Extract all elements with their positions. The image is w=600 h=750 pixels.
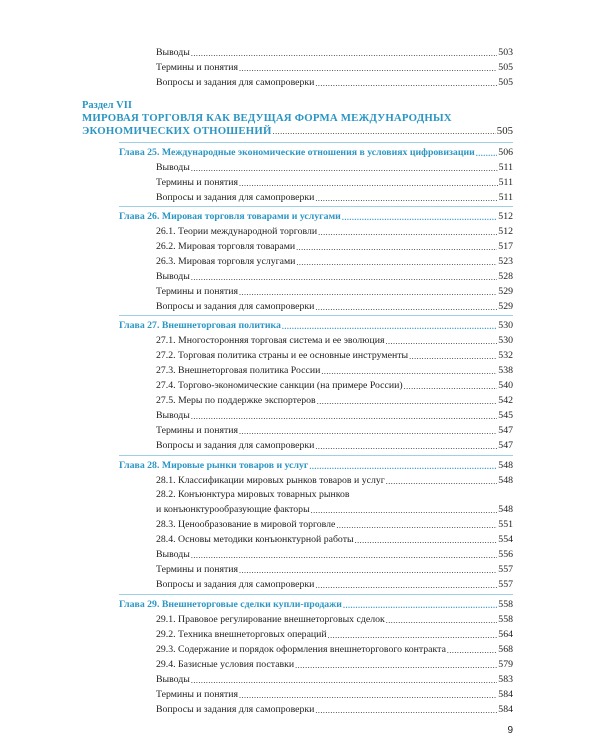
section-page: 505 [496, 125, 513, 137]
toc-entry-title: 28.3. Ценообразование в мировой торговле [156, 519, 336, 530]
dot-leader [385, 336, 497, 347]
dot-leader [386, 615, 498, 626]
toc-entry[interactable] [156, 394, 513, 407]
toc-entry-title: Термины и понятия [156, 564, 239, 575]
toc-entry[interactable] [156, 334, 513, 347]
chapter-rule [119, 455, 513, 456]
toc-entry-title: Вопросы и задания для самопроверки [156, 704, 315, 715]
dot-leader [273, 126, 496, 137]
toc-entry-title: Выводы [156, 162, 190, 173]
toc-entry-page: 523 [498, 256, 513, 267]
toc-entry-page: 579 [498, 659, 513, 670]
toc-entry[interactable] [156, 61, 513, 74]
toc-entry-page: 556 [498, 549, 513, 560]
toc-entry-title: 26.1. Теории международной торговли [156, 226, 318, 237]
toc-entry-page: 551 [498, 519, 513, 530]
toc-entry-page: 529 [498, 301, 513, 312]
toc-entry-page: 532 [498, 350, 513, 361]
toc-entry-page: 568 [498, 644, 513, 655]
toc-entry-title: Вопросы и задания для самопроверки [156, 192, 315, 203]
toc-entry-title: Вопросы и задания для самопроверки [156, 77, 315, 88]
toc-entry[interactable] [156, 703, 513, 716]
toc-entry[interactable] [156, 563, 513, 576]
toc-entry-page: 529 [498, 286, 513, 297]
section-title: МИРОВАЯ ТОРГОВЛЯ КАК ВЕДУЩАЯ ФОРМА МЕЖДУНАРОДНЫХ [82, 112, 452, 124]
toc-entry-title: 29.4. Базисные условия поставки [156, 659, 295, 670]
toc-entry[interactable] [156, 46, 513, 59]
toc-entry[interactable] [156, 548, 513, 561]
toc-entry[interactable] [156, 161, 513, 174]
toc-entry[interactable] [156, 349, 513, 362]
dot-leader [295, 660, 497, 671]
dot-leader [239, 63, 497, 74]
dot-leader [191, 550, 497, 561]
toc-entry-page: 547 [498, 440, 513, 451]
toc-entry-title: и конъюнктурообразующие факторы [156, 504, 310, 515]
toc-entry[interactable] [156, 688, 513, 701]
chapter-25-entry[interactable] [119, 146, 513, 159]
toc-entry[interactable] [156, 439, 513, 452]
chapter-title: Глава 25. Международные экономические отношения в условиях цифровизации [119, 147, 475, 158]
toc-entry-page: 503 [498, 47, 513, 58]
toc-entry[interactable] [156, 379, 513, 392]
dot-leader [321, 366, 497, 377]
dot-leader [311, 505, 498, 516]
toc-entry[interactable] [156, 76, 513, 89]
toc-entry[interactable] [156, 364, 513, 377]
toc-entry[interactable] [156, 176, 513, 189]
toc-entry-title-line[interactable]: 28.2. Конъюнктура мировых товарных рынков [156, 489, 350, 500]
toc-entry[interactable] [156, 285, 513, 298]
dot-leader [309, 461, 497, 472]
toc-entry-title: Вопросы и задания для самопроверки [156, 301, 315, 312]
toc-entry[interactable] [156, 270, 513, 283]
toc-entry-page: 530 [498, 335, 513, 346]
toc-entry-title: 26.3. Мировая торговля услугами [156, 256, 296, 267]
toc-entry-page: 558 [498, 614, 513, 625]
toc-entry-page: 545 [498, 410, 513, 421]
toc-entry-title: 29.2. Техника внешнеторговых операций [156, 629, 327, 640]
toc-entry-title: Термины и понятия [156, 62, 239, 73]
chapter-27-entry[interactable] [119, 319, 513, 332]
toc-entry-title: Вопросы и задания для самопроверки [156, 579, 315, 590]
section-label: Раздел VII [82, 100, 132, 111]
dot-leader [315, 580, 497, 591]
chapter-title: Глава 26. Мировая торговля товарами и услугами [119, 211, 341, 222]
toc-entry[interactable] [156, 225, 513, 238]
dot-leader [282, 321, 497, 332]
dot-leader [191, 272, 497, 283]
dot-leader [239, 426, 497, 437]
toc-entry-title: 29.3. Содержание и порядок оформления внешнеторгового контракта [156, 644, 446, 655]
dot-leader [336, 520, 497, 531]
chapter-29-entry[interactable] [119, 598, 513, 611]
toc-entry-page: 557 [498, 579, 513, 590]
toc-entry-title: 26.2. Мировая торговля товарами [156, 241, 296, 252]
dot-leader [191, 163, 498, 174]
toc-entry-page: 542 [498, 395, 513, 406]
dot-leader [386, 476, 498, 487]
dot-leader [409, 351, 497, 362]
dot-leader [239, 565, 497, 576]
dot-leader [476, 148, 498, 159]
toc-entry-page: 511 [498, 177, 513, 188]
dot-leader [315, 78, 497, 89]
page-number: 9 [507, 725, 513, 736]
toc-entry-title: 28.1. Классификации мировых рынков товаров и услуг [156, 475, 385, 486]
dot-leader [343, 600, 497, 611]
toc-entry[interactable] [156, 643, 513, 656]
toc-entry[interactable] [156, 191, 513, 204]
toc-entry-title: 27.5. Меры по поддержке экспортеров [156, 395, 316, 406]
toc-entry-title: Термины и понятия [156, 286, 239, 297]
section-title-line2: ЭКОНОМИЧЕСКИХ ОТНОШЕНИЙ [82, 125, 272, 137]
chapter-title: Глава 29. Внешнеторговые сделки купли-продажи [119, 599, 342, 610]
toc-entry[interactable] [156, 424, 513, 437]
dot-leader [239, 690, 497, 701]
toc-entry-page: 564 [498, 629, 513, 640]
toc-entry-page: 584 [498, 704, 513, 715]
toc-entry-page: 505 [498, 62, 513, 73]
chapter-page: 558 [498, 599, 513, 610]
dot-leader [191, 675, 497, 686]
chapter-26-entry[interactable] [119, 210, 513, 223]
toc-entry-page: 517 [498, 241, 513, 252]
dot-leader [239, 287, 497, 298]
dot-leader [404, 381, 498, 392]
toc-entry-page: 547 [498, 425, 513, 436]
toc-entry-page: 538 [498, 365, 513, 376]
chapter-title: Глава 27. Внешнеторговая политика [119, 320, 281, 331]
toc-entry-page: 584 [498, 689, 513, 700]
chapter-rule [119, 206, 513, 207]
toc-entry-title: 28.4. Основы методики конъюнктурной работы [156, 534, 354, 545]
toc-entry-page: 528 [498, 271, 513, 282]
dot-leader [191, 48, 497, 59]
toc-entry-page: 557 [498, 564, 513, 575]
toc-entry[interactable] [156, 578, 513, 591]
dot-leader [296, 257, 497, 268]
section-entry[interactable] [82, 124, 513, 137]
chapter-rule [119, 142, 513, 143]
toc-entry[interactable] [156, 673, 513, 686]
toc-entry-title: Выводы [156, 410, 190, 421]
toc-entry[interactable] [156, 300, 513, 313]
dot-leader [328, 630, 498, 641]
toc-entry-page: 511 [498, 192, 513, 203]
toc-entry-page: 548 [498, 475, 513, 486]
toc-entry-title: Выводы [156, 47, 190, 58]
toc-entry[interactable] [156, 613, 513, 626]
dot-leader [296, 242, 497, 253]
chapter-page: 506 [498, 147, 513, 158]
toc-entry-page: 583 [498, 674, 513, 685]
toc-entry-title: Выводы [156, 549, 190, 560]
toc-entry-page: 511 [498, 162, 513, 173]
toc-entry-title: Термины и понятия [156, 177, 239, 188]
toc-entry-page: 548 [498, 504, 513, 515]
toc-entry-title: 29.1. Правовое регулирование внешнеторговых сделок [156, 614, 385, 625]
dot-leader [355, 535, 498, 546]
toc-entry[interactable] [156, 240, 513, 253]
toc-entry-title: Выводы [156, 271, 190, 282]
toc-entry-page: 505 [498, 77, 513, 88]
toc-entry-title: 27.1. Многосторонняя торговая система и ее эволюция [156, 335, 385, 346]
chapter-page: 530 [498, 320, 513, 331]
toc-entry[interactable] [156, 628, 513, 641]
toc-entry-title: Выводы [156, 674, 190, 685]
toc-entry[interactable] [156, 518, 513, 531]
dot-leader [191, 411, 497, 422]
chapter-page: 512 [498, 211, 513, 222]
toc-entry-page: 540 [498, 380, 513, 391]
toc-entry-title: 27.3. Внешнеторговая политика России [156, 365, 321, 376]
chapter-title: Глава 28. Мировые рынки товаров и услуг [119, 460, 309, 471]
toc-entry[interactable] [156, 503, 513, 516]
toc-entry-page: 554 [498, 534, 513, 545]
chapter-28-entry[interactable] [119, 459, 513, 472]
dot-leader [447, 645, 497, 656]
toc-entry[interactable] [156, 474, 513, 487]
toc-entry[interactable] [156, 533, 513, 546]
dot-leader [315, 705, 497, 716]
toc-entry-title: 27.2. Торговая политика страны и ее основные инструменты [156, 350, 409, 361]
dot-leader [239, 178, 498, 189]
dot-leader [318, 227, 497, 238]
dot-leader [315, 193, 497, 204]
toc-entry-page: 512 [498, 226, 513, 237]
dot-leader [317, 396, 498, 407]
chapter-page: 548 [498, 460, 513, 471]
chapter-rule [119, 594, 513, 595]
chapter-rule [119, 315, 513, 316]
dot-leader [315, 302, 497, 313]
dot-leader [315, 441, 497, 452]
toc-entry-title: Термины и понятия [156, 425, 239, 436]
toc-entry-title: Вопросы и задания для самопроверки [156, 440, 315, 451]
toc-entry-title: 27.4. Торгово-экономические санкции (на примере России) [156, 380, 403, 391]
toc-entry-title: Термины и понятия [156, 689, 239, 700]
toc-entry[interactable] [156, 255, 513, 268]
toc-entry[interactable] [156, 409, 513, 422]
dot-leader [342, 212, 497, 223]
toc-entry[interactable] [156, 658, 513, 671]
